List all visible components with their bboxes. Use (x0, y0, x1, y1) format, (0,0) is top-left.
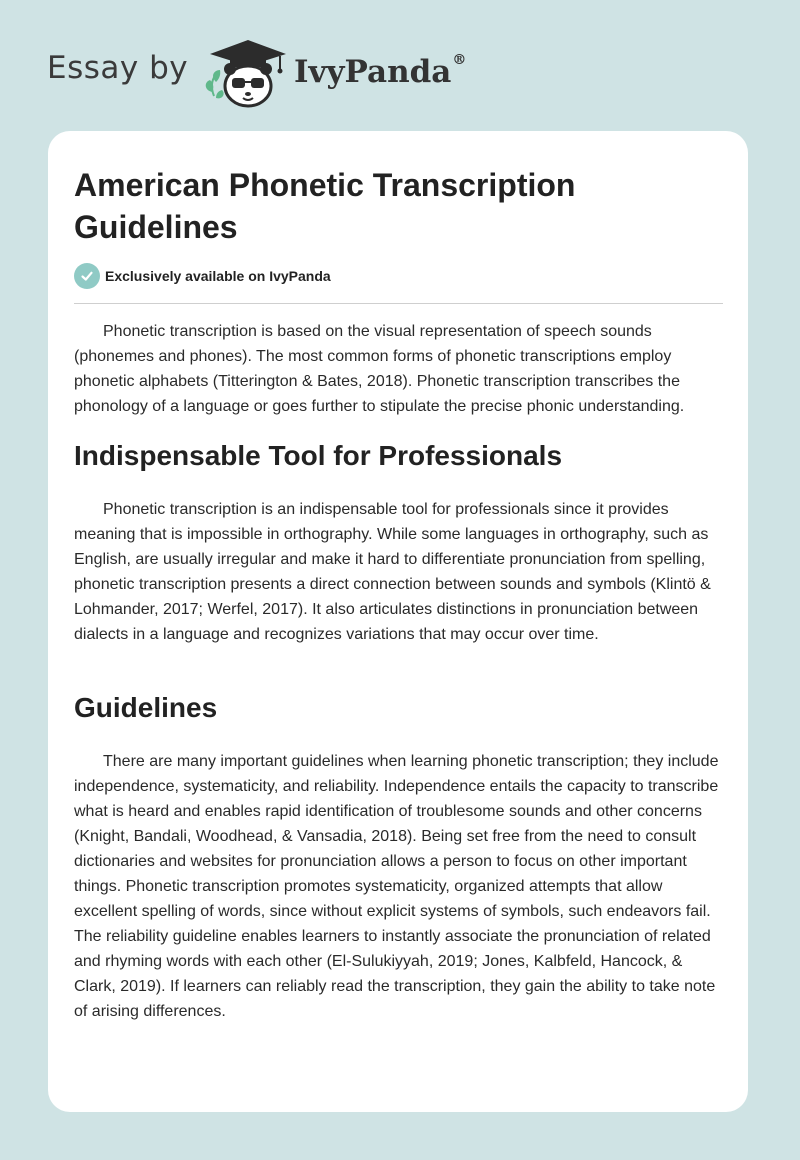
brand-text: IvyPanda (294, 54, 452, 90)
section-heading: Indispensable Tool for Professionals (74, 440, 563, 471)
intro-paragraph: Phonetic transcription is based on the visual representation of speech sounds (phonemes and phones). The most common forms of phonetic transcriptions employ phonetic alphabets (Titterington & Bates, 2018). Phonetic transcription transcribes the phonology of a language or goes further to stipulate the precise phonic understanding. (74, 323, 685, 415)
divider (74, 303, 723, 304)
site-header (0, 0, 800, 130)
section-heading: Guidelines (74, 692, 218, 723)
article-title: American Phonetic Transcription Guidelines (74, 167, 576, 245)
essay-by-label: Essay by (47, 50, 189, 86)
brand-name[interactable] (294, 54, 466, 90)
registered-mark: ® (452, 52, 467, 68)
section-paragraph: There are many important guidelines when learning phonetic transcription; they include independence, systematicity, and reliability. Independence entails the capacity to transcribe what is heard and enables rapid identification of troublesome sounds and other concerns (Knight, Bandali, Woodhead, & Vansadia, 2018). Being set free from the need to consult dictionaries and websites for pronunciation allows a person to focus on other important things. Phonetic transcription promotes systematicity, organized attempts that allow excellent spelling of words, since without explicit systems of symbols, such endeavors fail. The reliability guideline enables learners to instantly associate the pronunciation of related and rhyming words with each other (El-Sulukiyyah, 2019; Jones, Kalbfeld, Hancock, & Clark, 2019). If learners can reliably read the transcription, they gain the ability to take note of arising differences. (74, 753, 719, 1020)
article-card (48, 131, 748, 1112)
panda-graduate-icon[interactable] (200, 36, 292, 110)
section-paragraph: Phonetic transcription is an indispensable tool for professionals since it provides meaning that is impossible in orthography. While some languages in orthography, such as English, are usually irregular and make it hard to differentiate pronunciation from spelling, phonetic transcription presents a direct connection between sounds and symbols (Klintö & Lohmander, 2017; Werfel, 2017). It also articulates distinctions in pronunciation between dialects in a language and recognizes variations that may occur over time. (74, 501, 711, 643)
check-circle-icon (74, 263, 100, 289)
exclusive-badge-label: Exclusively available on IvyPanda (105, 268, 331, 284)
exclusive-badge (74, 263, 331, 289)
